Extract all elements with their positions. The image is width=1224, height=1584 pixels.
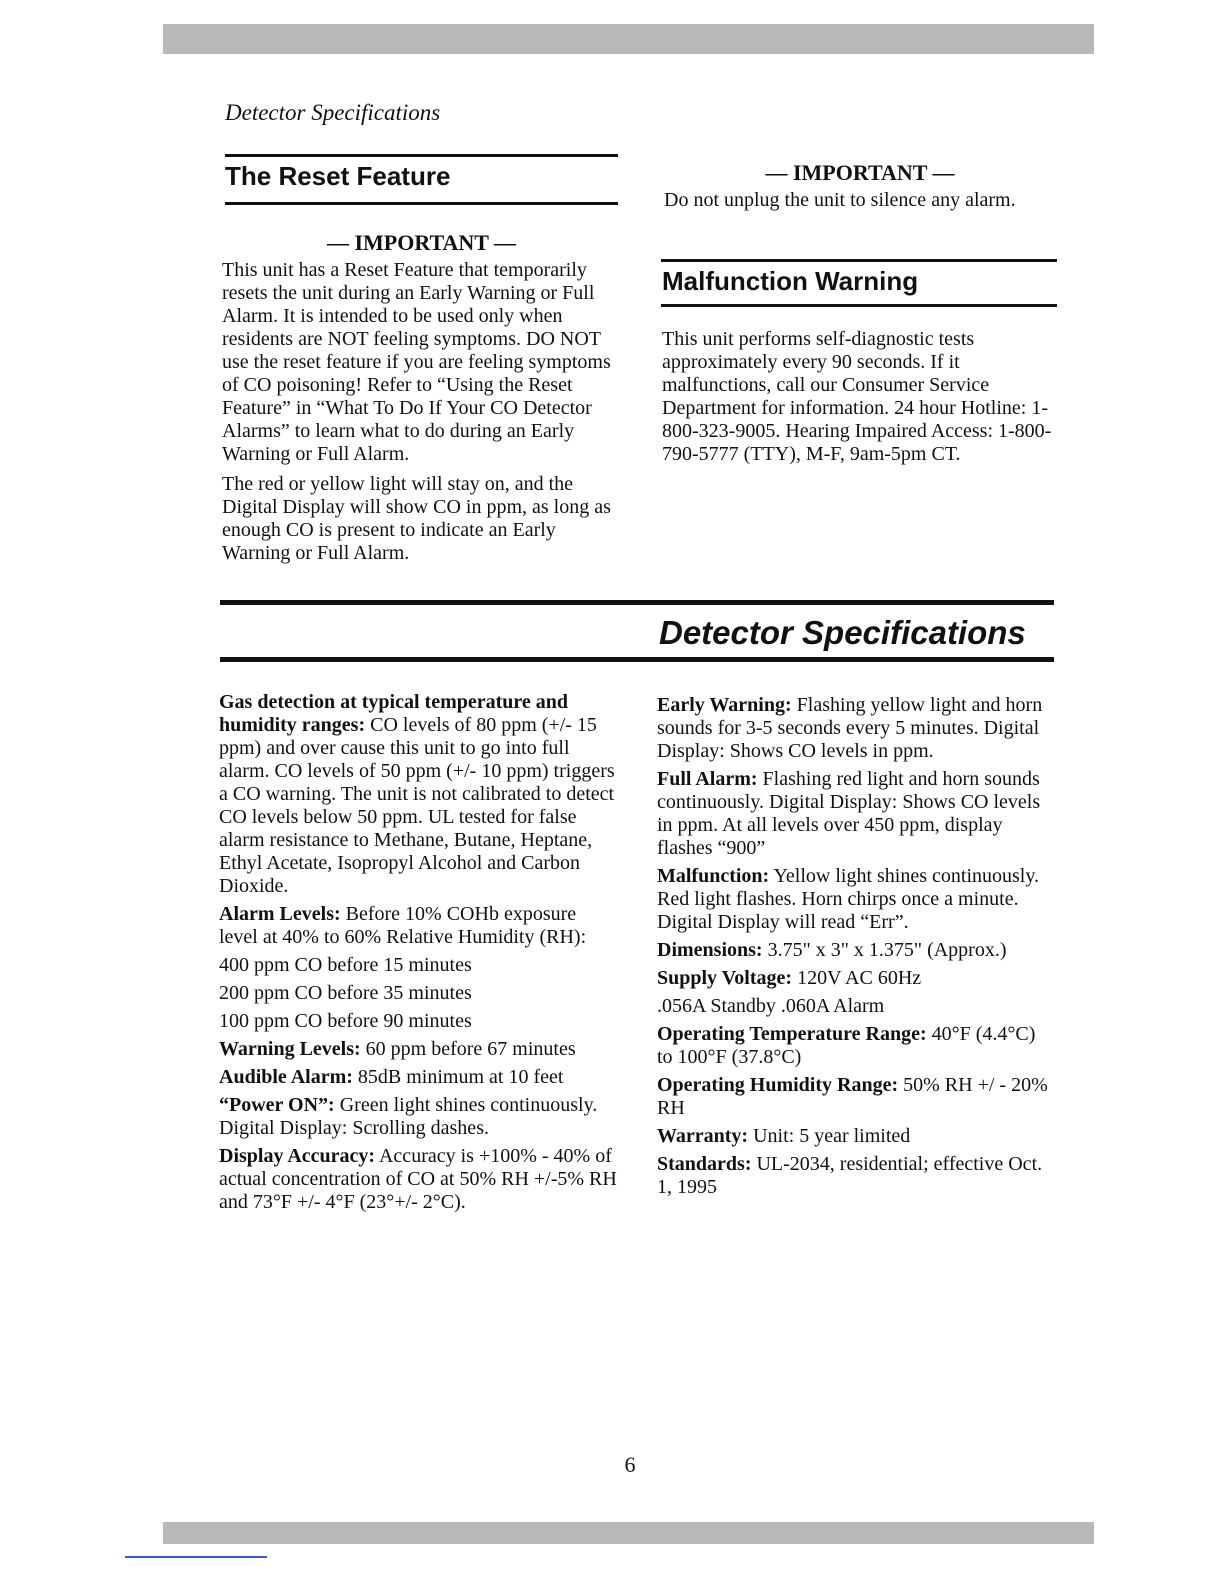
- malfunction-title-rule-bottom: [661, 304, 1057, 307]
- top-gray-bar: [163, 24, 1094, 54]
- spec-item: [219, 954, 617, 977]
- spec-item: [219, 1094, 617, 1140]
- spec-label: Malfunction:: [657, 865, 770, 887]
- reset-title-rule-top: [225, 154, 618, 157]
- spec-item: [657, 1125, 1053, 1148]
- running-head: Detector Specifications: [225, 100, 441, 125]
- spec-item: [219, 1010, 617, 1033]
- spec-label: Display Accuracy:: [219, 1145, 376, 1167]
- spec-item: [219, 1066, 617, 1089]
- spec-item: [657, 768, 1053, 860]
- spec-text: 400 ppm CO before 15 minutes: [219, 954, 472, 976]
- footer-link-underline: [125, 1556, 267, 1558]
- unplug-important-label: — IMPORTANT —: [765, 160, 955, 185]
- spec-item: [657, 694, 1053, 763]
- reset-feature-body: [222, 259, 620, 572]
- bottom-gray-bar: [163, 1522, 1094, 1544]
- spec-text: 100 ppm CO before 90 minutes: [219, 1010, 472, 1032]
- spec-label: Operating Temperature Range:: [657, 1023, 927, 1045]
- spec-text: 40°F (4.4°C) to 100°F (37.8°C): [657, 1023, 1036, 1068]
- spec-text: .056A Standby .060A Alarm: [657, 995, 885, 1017]
- reset-important-label: — IMPORTANT —: [326, 230, 517, 255]
- spec-label: Alarm Levels:: [219, 903, 341, 925]
- spec-text: Flashing red light and horn sounds continuously. Digital Display: Shows CO levels in ppm. At all levels over 450 ppm, display flashes “900”: [657, 768, 1041, 859]
- spec-text: Accuracy is +100% - 40% of actual concentration of CO at 50% RH +/-5% RH and 73°F +/- 4°F (23°+/- 2°C).: [219, 1145, 617, 1213]
- spec-item: [657, 995, 1053, 1018]
- spec-text: 200 ppm CO before 35 minutes: [219, 982, 472, 1004]
- spec-label: Warning Levels:: [219, 1038, 361, 1060]
- spec-item: [657, 939, 1053, 962]
- spec-item: [657, 1074, 1053, 1120]
- reset-paragraph: This unit has a Reset Feature that temporarily resets the unit during an Early Warning or Full Alarm. It is intended to be used only when residents are NOT feeling symptoms. DO NOT use the reset feature if you are feeling symptoms of CO poisoning! Refer to “Using the Reset Feature” in “What To Do If Your CO Detector Alarms” to learn what to do during an Early Warning or Full Alarm.: [222, 259, 611, 465]
- specs-left-column: [219, 691, 617, 1219]
- malfunction-warning-title: Malfunction Warning: [662, 266, 919, 296]
- spec-item: [657, 1153, 1053, 1199]
- specs-rule-top: [220, 600, 1054, 605]
- spec-label: Standards:: [657, 1153, 752, 1175]
- spec-text: 3.75" x 3" x 1.375" (Approx.): [762, 939, 1007, 961]
- spec-text: Flashing yellow light and horn sounds for 3-5 seconds every 5 minutes. Digital Display: Shows CO levels in ppm.: [657, 694, 1043, 762]
- spec-item: [219, 903, 617, 949]
- unplug-notice-text: Do not unplug the unit to silence any alarm.: [664, 189, 1016, 211]
- reset-paragraph: The red or yellow light will stay on, and the Digital Display will show CO in ppm, as long as enough CO is present to indicate an Early Warning or Full Alarm.: [222, 473, 611, 564]
- reset-feature-title: The Reset Feature: [225, 161, 451, 191]
- spec-item: [219, 1145, 617, 1214]
- spec-label: Operating Humidity Range:: [657, 1074, 899, 1096]
- specs-right-column: [657, 694, 1053, 1204]
- spec-label: Dimensions:: [657, 939, 763, 961]
- reset-title-rule-bottom: [225, 202, 618, 205]
- spec-label: Supply Voltage:: [657, 967, 793, 989]
- spec-label: Warranty:: [657, 1125, 749, 1147]
- spec-label: Audible Alarm:: [219, 1066, 353, 1088]
- spec-item: [219, 691, 617, 898]
- malfunction-warning-text: This unit performs self-diagnostic tests approximately every 90 seconds. If it malfunctions, call our Consumer Service Department for information. 24 hour Hotline: 1-800-323-9005. Hearing Impaired Access: 1-800-790-5777 (TTY), M-F, 9am-5pm CT.: [662, 328, 1052, 465]
- spec-text: 85dB minimum at 10 feet: [352, 1066, 564, 1088]
- spec-text: Unit: 5 year limited: [748, 1125, 911, 1147]
- spec-text: 50% RH +/ - 20% RH: [657, 1074, 1048, 1119]
- page-number: 6: [624, 1452, 636, 1477]
- spec-item: [219, 1038, 617, 1061]
- spec-text: 120V AC 60Hz: [792, 967, 922, 989]
- specs-rule-bottom: [220, 657, 1054, 662]
- detector-specifications-title: Detector Specifications: [659, 614, 1026, 651]
- spec-text: Yellow light shines continuously. Red light flashes. Horn chirps once a minute. Digital Display will read “Err”.: [657, 865, 1040, 933]
- spec-item: [657, 967, 1053, 990]
- spec-label: “Power ON”:: [219, 1094, 335, 1116]
- spec-label: Early Warning:: [657, 694, 792, 716]
- spec-text: Green light shines continuously. Digital Display: Scrolling dashes.: [219, 1094, 598, 1139]
- spec-label: Gas detection at typical temperature and humidity ranges:: [219, 691, 569, 736]
- spec-text: CO levels of 80 ppm (+/- 15 ppm) and over cause this unit to go into full alarm. CO levels of 50 ppm (+/- 10 ppm) triggers a CO warning. The unit is not calibrated to detect CO levels below 50 ppm. UL tested for false alarm resistance to Methane, Butane, Heptane, Ethyl Acetate, Isopropyl Alcohol and Carbon Dioxide.: [219, 714, 615, 897]
- spec-text: 60 ppm before 67 minutes: [360, 1038, 576, 1060]
- spec-text: Before 10% COHb exposure level at 40% to 60% Relative Humidity (RH):: [219, 903, 587, 948]
- spec-label: Full Alarm:: [657, 768, 758, 790]
- spec-text: UL-2034, residential; effective Oct. 1, 1995: [657, 1153, 1043, 1198]
- spec-item: [219, 982, 617, 1005]
- spec-item: [657, 1023, 1053, 1069]
- malfunction-title-rule-top: [661, 259, 1057, 262]
- spec-item: [657, 865, 1053, 934]
